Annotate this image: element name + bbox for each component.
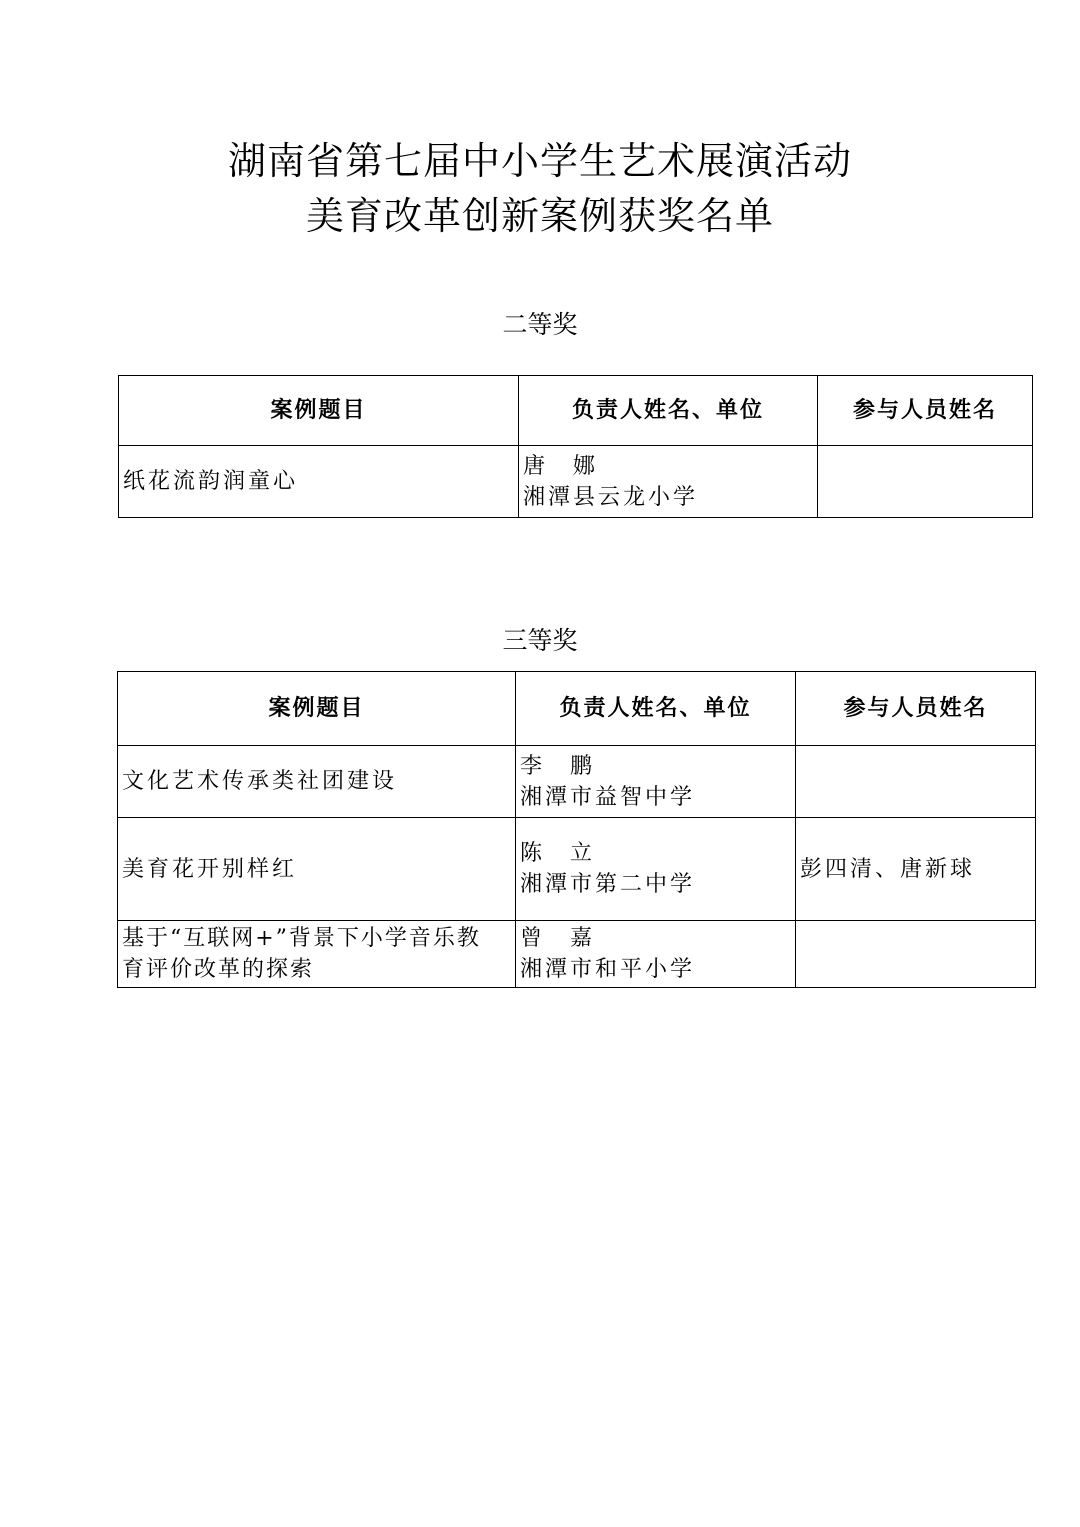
header-topic: 案例题目	[118, 672, 516, 746]
document-title-line-1: 湖南省第七届中小学生艺术展演活动	[227, 139, 852, 183]
cell-leader: 李 鹏 湘潭市益智中学	[516, 746, 796, 818]
second-prize-heading: 二等奖	[502, 310, 578, 339]
cell-leader: 陈 立 湘潭市第二中学	[516, 818, 796, 921]
header-members: 参与人员姓名	[818, 376, 1033, 446]
table-row	[118, 818, 1036, 921]
cell-members: 彭四清、唐新球	[796, 818, 1036, 921]
header-leader: 负责人姓名、单位	[516, 672, 796, 746]
document-title-line-2: 美育改革创新案例获奖名单	[305, 194, 774, 238]
cell-topic: 纸花流韵润童心	[119, 446, 519, 518]
cell-members	[796, 921, 1036, 988]
third-prize-table	[117, 671, 1036, 988]
cell-members	[796, 746, 1036, 818]
header-topic: 案例题目	[119, 376, 519, 446]
cell-topic: 基于“互联网+”背景下小学音乐教 育评价改革的探索	[118, 921, 516, 988]
table-row	[118, 921, 1036, 988]
cell-topic: 美育花开别样红	[118, 818, 516, 921]
cell-topic: 文化艺术传承类社团建设	[118, 746, 516, 818]
cell-members	[818, 446, 1033, 518]
header-leader: 负责人姓名、单位	[519, 376, 818, 446]
table-header-row	[118, 672, 1036, 746]
cell-leader: 曾 嘉 湘潭市和平小学	[516, 921, 796, 988]
header-members: 参与人员姓名	[796, 672, 1036, 746]
second-prize-table	[118, 375, 1033, 518]
cell-leader: 唐 娜 湘潭县云龙小学	[519, 446, 818, 518]
table-row	[118, 746, 1036, 818]
table-row	[119, 446, 1033, 518]
third-prize-heading: 三等奖	[502, 626, 578, 655]
table-header-row	[119, 376, 1033, 446]
